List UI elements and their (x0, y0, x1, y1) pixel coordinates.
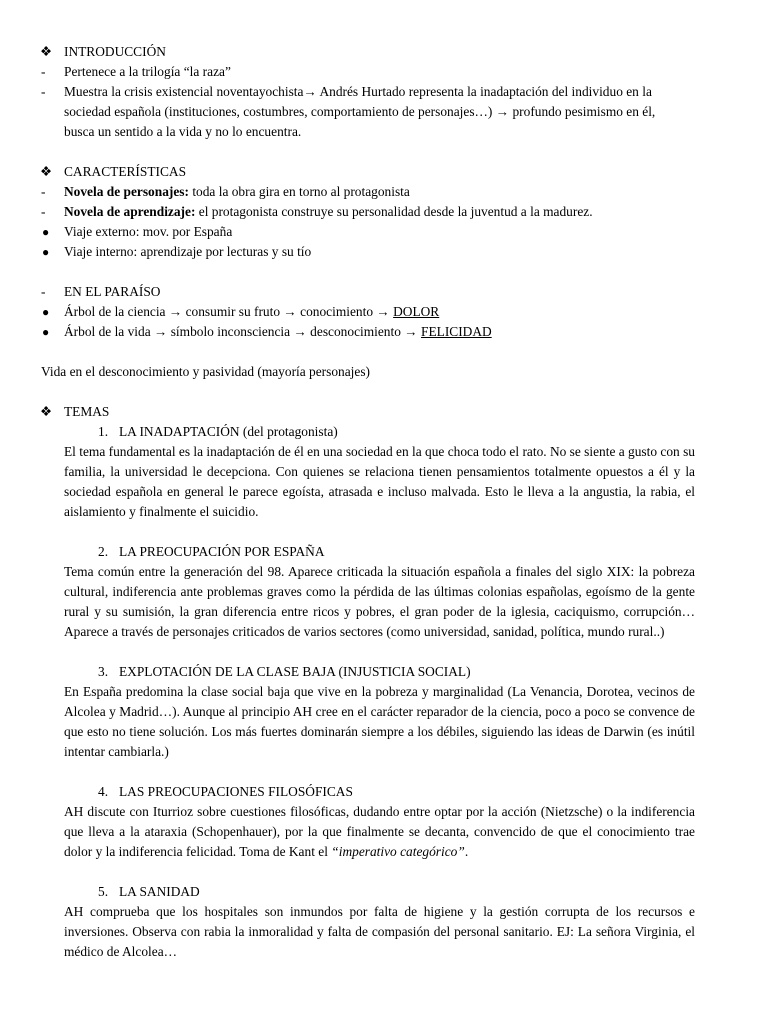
tema-title: 1. LA INADAPTACIÓN (del protagonista) (98, 424, 338, 439)
tema-title: 4. LAS PREOCUPACIONES FILOSÓFICAS (98, 784, 353, 799)
dot-bullet-icon: ● (42, 325, 50, 339)
list-item: ● Viaje externo: mov. por España (0, 222, 768, 242)
diamond-bullet-icon: ❖ (40, 404, 53, 419)
list-item-continuation: sociedad española (instituciones, costumbres, comportamiento de personajes…) → profundo pesimismo en él, (64, 104, 656, 119)
diamond-bullet-icon: ❖ (40, 44, 53, 59)
dash-bullet-icon: - (41, 64, 46, 79)
dash-bullet-icon: - (41, 184, 46, 199)
dot-bullet-icon: ● (42, 225, 50, 239)
list-item: - Novela de personajes: toda la obra gira en torno al protagonista (0, 182, 768, 202)
tema-paragraph: AH discute con Iturrioz sobre cuestiones filosóficas, dudando entre optar por la acción (Nietzsche) o la indiferencia que lleva a la ataraxia (Schopenhauer), por la que finalmente se decanta, convencido de que el conocimiento trae dolor y la indiferencia felicidad. Toma de Kant el “imperativo categórico”. (64, 804, 695, 859)
tema-title: 5. LA SANIDAD (98, 884, 200, 899)
diamond-bullet-icon: ❖ (40, 164, 53, 179)
dot-bullet-icon: ● (42, 305, 50, 319)
list-item: - Muestra la crisis existencial noventayochista→ Andrés Hurtado representa la inadaptación del individuo en la (0, 82, 768, 102)
list-item: ● Viaje interno: aprendizaje por lecturas y su tío (0, 242, 768, 262)
tema-title: 2. LA PREOCUPACIÓN POR ESPAÑA (98, 544, 325, 559)
section-heading-caracteristicas: ❖ CARACTERÍSTICAS (0, 162, 768, 182)
paragraph: Vida en el desconocimiento y pasividad (mayoría personajes) (41, 364, 371, 379)
section-heading-introduccion: ❖ INTRODUCCIÓN (0, 42, 768, 62)
tema-paragraph: En España predomina la clase social baja que vive en la pobreza y marginalidad (La Venancia, Dorotea, vecinos de Alcolea y Madrid…). Aunque al principio AH cree en el carácter reparador de la ciencia, poco a poco se convence de que esto no tiene solución. Los más fuertes dominarán siempre a los débiles, siguiendo las ideas de Darwin (es inútil intentar cambiarla.) (64, 684, 695, 759)
tema-paragraph: El tema fundamental es la inadaptación de él en una sociedad en la que choca todo el rato. No se siente a gusto con su familia, la universidad le decepciona. Con quienes se relaciona tienen pensamientos totalmente opuestos a él y la sociedad española en general le parece egoísta, atrasada e incluso malvada. Esto le lleva a la angustia, la rabia, el aislamiento y finalmente el suicidio. (64, 444, 695, 519)
tema-title: 3. EXPLOTACIÓN DE LA CLASE BAJA (INJUSTICIA SOCIAL) (98, 664, 471, 679)
list-item: ● Árbol de la ciencia → consumir su fruto → conocimiento → DOLOR (0, 302, 768, 322)
tema-paragraph: Tema común entre la generación del 98. Aparece criticada la situación española a finales del siglo XIX: la pobreza cultural, indiferencia ante problemas graves como la pérdida de las últimas colonias españolas, egoísmo de la gente rural y su sumisión, la gran diferencia entre ricos y pobres, el gran poder de la iglesia, caciquismo, corrupción… Aparece a través de personajes criticados de varios sectores (como universidad, sanidad, política, mundo rural..) (64, 564, 695, 639)
section-heading-temas: ❖ TEMAS (0, 402, 768, 422)
dash-bullet-icon: - (41, 84, 46, 99)
section-heading-paraiso: - EN EL PARAÍSO (0, 282, 768, 302)
list-item-continuation: busca un sentido a la vida y no lo encuentra. (64, 124, 302, 139)
list-item: - Novela de aprendizaje: el protagonista construye su personalidad desde la juventud a la madurez. (0, 202, 768, 222)
tema-paragraph: AH comprueba que los hospitales son inmundos por falta de higiene y la gestión corrupta de los recursos e inversiones. Observa con rabia la inmoralidad y falta de compasión del personal sanitario. EJ: La señora Virginia, el médico de Alcolea… (64, 904, 695, 959)
dot-bullet-icon: ● (42, 245, 50, 259)
dash-bullet-icon: - (41, 204, 46, 219)
list-item: - Pertenece a la trilogía “la raza” (0, 62, 768, 82)
list-item: ● Árbol de la vida → símbolo inconsciencia → desconocimiento → FELICIDAD (0, 322, 768, 342)
dash-bullet-icon: - (41, 284, 46, 299)
